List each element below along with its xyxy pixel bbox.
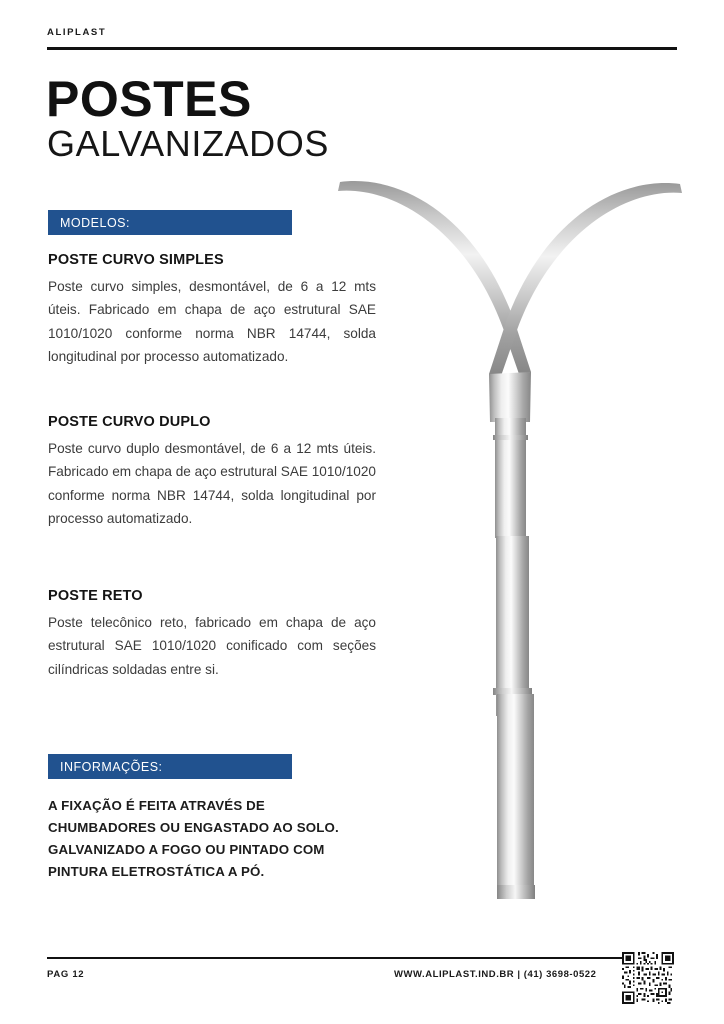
- section-banner-modelos: MODELOS:: [48, 210, 292, 235]
- informacoes-line: CHUMBADORES OU ENGASTADO AO SOLO.: [48, 820, 339, 836]
- pole-base: [497, 885, 535, 899]
- page-number: PAG 12: [47, 969, 85, 980]
- footer-divider: [47, 957, 637, 959]
- informacoes-line: GALVANIZADO A FOGO OU PINTADO COM: [48, 842, 325, 858]
- model-heading: POSTE CURVO DUPLO: [48, 414, 211, 430]
- pole-joint-collar-upper: [493, 435, 528, 440]
- informacoes-line: PINTURA ELETROSTÁTICA A PÓ.: [48, 864, 265, 880]
- model-heading: POSTE CURVO SIMPLES: [48, 252, 224, 268]
- model-heading: POSTE RETO: [48, 588, 143, 604]
- pole-shaft-lower: [497, 694, 534, 899]
- qr-code-icon[interactable]: [622, 952, 674, 1004]
- section-banner-informacoes: INFORMAÇÕES:: [48, 754, 292, 779]
- model-description: Poste telecônico reto, fabricado em chapa de aço estrutural SAE 1010/1020 conificado com seções cilíndricas soldadas entre si.: [48, 615, 376, 677]
- pole-y-junction: [489, 372, 531, 422]
- model-description: Poste curvo simples, desmontável, de 6 a 12 mts úteis. Fabricado em chapa de aço estrutural SAE 1010/1020 conforme norma NBR 14744, solda longitudinal por processo automatizado.: [48, 279, 376, 365]
- footer-contact-info: WWW.ALIPLAST.IND.BR | (41) 3698-0522: [394, 969, 597, 980]
- model-description: Poste curvo duplo desmontável, de 6 a 12 mts úteis. Fabricado em chapa de aço estrutural SAE 1010/1020 conforme norma NBR 14744, solda longitudinal por processo automatizado.: [48, 441, 376, 527]
- page-subtitle: GALVANIZADOS: [47, 123, 329, 164]
- informacoes-line: A FIXAÇÃO É FEITA ATRAVÉS DE: [48, 798, 265, 813]
- product-photo-poste-galvanizado: [300, 160, 720, 930]
- pole-joint-collar-mid: [493, 688, 532, 695]
- brand-logo-text: ALIPLAST: [47, 27, 107, 38]
- page-title: POSTES: [46, 71, 252, 127]
- header-divider: [47, 47, 677, 50]
